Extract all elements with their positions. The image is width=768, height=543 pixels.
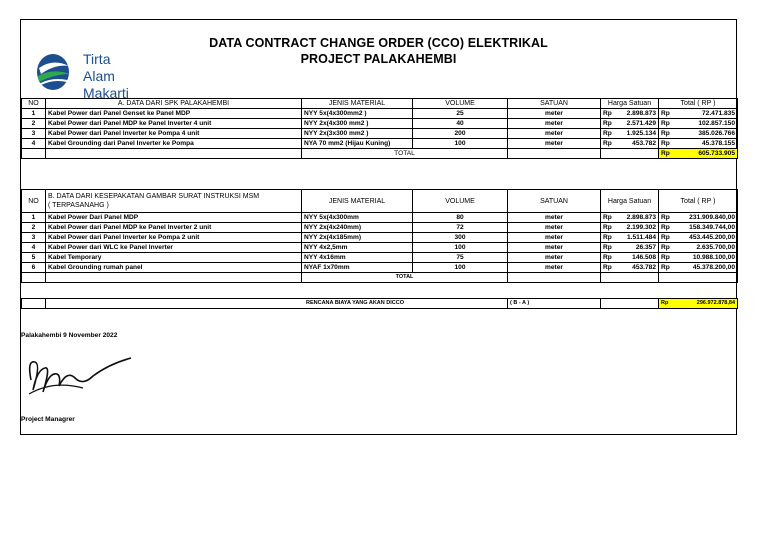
row-description: Kabel Grounding rumah panel xyxy=(46,263,302,273)
row-price: Rp 453.782 xyxy=(601,139,659,149)
section-a-row xyxy=(22,129,738,139)
section-b-row xyxy=(22,223,738,233)
col-price-header-b: Harga Satuan xyxy=(601,190,659,213)
cco-sheet xyxy=(20,19,737,435)
row-unit: meter xyxy=(508,109,601,119)
section-b-row xyxy=(22,253,738,263)
row-price: Rp 2.199.302 xyxy=(601,223,659,233)
col-material-header-b: JENIS MATERIAL xyxy=(302,190,413,213)
row-total: Rp 72.471.835 xyxy=(659,109,738,119)
row-unit: meter xyxy=(508,233,601,243)
row-price: Rp 2.898.873 xyxy=(601,109,659,119)
row-total: Rp 385.026.766 xyxy=(659,129,738,139)
place-date: Palakahembi 9 November 2022 xyxy=(21,332,118,339)
section-a-row xyxy=(22,119,738,129)
row-material: NYAF 1x70mm xyxy=(302,263,413,273)
row-unit: meter xyxy=(508,223,601,233)
row-unit: meter xyxy=(508,263,601,273)
row-price: Rp 1.511.484 xyxy=(601,233,659,243)
row-volume: 300 xyxy=(413,233,508,243)
row-no: 5 xyxy=(22,253,46,263)
row-no: 1 xyxy=(22,213,46,223)
row-description: Kabel Power dari Panel Inverter ke Pompa 4 unit xyxy=(46,129,302,139)
row-total: Rp 2.635.700,00 xyxy=(659,243,738,253)
row-price: Rp 2.898.873 xyxy=(601,213,659,223)
section-b-title: B. DATA DARI KESEPAKATAN GAMBAR SURAT INSTRUKSI MSM ( TERPASANAHG ) xyxy=(46,190,302,213)
document-title: DATA CONTRACT CHANGE ORDER (CCO) ELEKTRIKAL xyxy=(209,36,548,50)
section-b-total-label: TOTAL xyxy=(302,273,508,283)
row-no: 6 xyxy=(22,263,46,273)
section-b-total-row xyxy=(22,273,738,283)
row-material: NYY 5x(4x300mm2 ) xyxy=(302,109,413,119)
row-unit: meter xyxy=(508,139,601,149)
col-total-header: Total ( RP ) xyxy=(659,99,738,109)
company-logo xyxy=(35,48,135,102)
col-price-header: Harga Satuan xyxy=(601,99,659,109)
row-volume: 40 xyxy=(413,119,508,129)
row-no: 2 xyxy=(22,119,46,129)
summary-row xyxy=(22,299,738,309)
row-price: Rp 26.357 xyxy=(601,243,659,253)
row-description: Kabel Power dari Panel MDP ke Panel Inverter 2 unit xyxy=(46,223,302,233)
logo-text-line2: Alam xyxy=(83,68,115,84)
logo-globe-icon xyxy=(35,48,75,98)
row-material: NYY 4x2,5mm xyxy=(302,243,413,253)
row-total: Rp 158.349.744,00 xyxy=(659,223,738,233)
row-total: Rp 10.988.100,00 xyxy=(659,253,738,263)
row-price: Rp 2.571.429 xyxy=(601,119,659,129)
section-b-table xyxy=(21,189,738,283)
row-description: Kabel Grounding dari Panel Inverter ke Pompa xyxy=(46,139,302,149)
row-volume: 80 xyxy=(413,213,508,223)
row-no: 2 xyxy=(22,223,46,233)
row-total: Rp 453.445.200,00 xyxy=(659,233,738,243)
row-unit: meter xyxy=(508,253,601,263)
row-unit: meter xyxy=(508,119,601,129)
row-volume: 25 xyxy=(413,109,508,119)
row-no: 3 xyxy=(22,233,46,243)
summary-label: RENCANA BIAYA YANG AKAN DICCO xyxy=(46,299,508,309)
logo-text-line1: Tirta xyxy=(83,51,111,67)
row-material: NYY 2x(4x300 mm2 ) xyxy=(302,119,413,129)
row-volume: 100 xyxy=(413,263,508,273)
col-unit-header-b: SATUAN xyxy=(508,190,601,213)
col-material-header: JENIS MATERIAL xyxy=(302,99,413,109)
col-volume-header-b: VOLUME xyxy=(413,190,508,213)
row-total: Rp 102.857.150 xyxy=(659,119,738,129)
col-volume-header: VOLUME xyxy=(413,99,508,109)
col-no-header: NO xyxy=(22,99,46,109)
summary-value: Rp 296.972.878,84 xyxy=(659,299,738,309)
section-a-row xyxy=(22,109,738,119)
section-a-table xyxy=(21,98,738,159)
row-price: Rp 453.782 xyxy=(601,263,659,273)
row-unit: meter xyxy=(508,243,601,253)
row-material: NYY 2x(4x185mm) xyxy=(302,233,413,243)
row-description: Kabel Power Dari Panel MDP xyxy=(46,213,302,223)
section-b-row xyxy=(22,233,738,243)
section-a-total-row xyxy=(22,149,738,159)
section-a-title: A. DATA DARI SPK PALAKAHEMBI xyxy=(46,99,302,109)
signature-image xyxy=(23,350,143,400)
logo-text-line3: Makarti xyxy=(83,85,129,101)
row-material: NYA 70 mm2 (Hijau Kuning) xyxy=(302,139,413,149)
summary-table xyxy=(21,298,738,309)
row-no: 4 xyxy=(22,139,46,149)
row-no: 1 xyxy=(22,109,46,119)
section-b-row xyxy=(22,213,738,223)
row-volume: 200 xyxy=(413,129,508,139)
signoff-role: Project Managrer xyxy=(21,416,75,423)
row-unit: meter xyxy=(508,213,601,223)
col-no-header-b: NO xyxy=(22,190,46,213)
section-a-total-value: Rp 605.733.905 xyxy=(659,149,738,159)
row-volume: 100 xyxy=(413,139,508,149)
section-a-row xyxy=(22,139,738,149)
row-material: NYY 2x(4x240mm) xyxy=(302,223,413,233)
section-b-row xyxy=(22,263,738,273)
section-a-total-label: TOTAL xyxy=(302,149,508,159)
row-total: Rp 231.909.840,00 xyxy=(659,213,738,223)
row-price: Rp 1.925.134 xyxy=(601,129,659,139)
row-description: Kabel Power dari WLC ke Panel Inverter xyxy=(46,243,302,253)
row-description: Kabel Temporary xyxy=(46,253,302,263)
row-total: Rp 45.378.200,00 xyxy=(659,263,738,273)
row-description: Kabel Power dari Panel Inverter ke Pompa 2 unit xyxy=(46,233,302,243)
row-volume: 100 xyxy=(413,243,508,253)
row-volume: 72 xyxy=(413,223,508,233)
row-description: Kabel Power dari Panel MDP ke Panel Inverter 4 unit xyxy=(46,119,302,129)
row-price: Rp 146.508 xyxy=(601,253,659,263)
col-unit-header: SATUAN xyxy=(508,99,601,109)
row-volume: 75 xyxy=(413,253,508,263)
row-no: 4 xyxy=(22,243,46,253)
row-unit: meter xyxy=(508,129,601,139)
section-a-header-row xyxy=(22,99,738,109)
row-material: NYY 5x(4x300mm xyxy=(302,213,413,223)
section-b-row xyxy=(22,243,738,253)
col-total-header-b: Total ( RP ) xyxy=(659,190,738,213)
row-total: Rp 45.378.155 xyxy=(659,139,738,149)
row-material: NYY 2x(3x300 mm2 ) xyxy=(302,129,413,139)
row-no: 3 xyxy=(22,129,46,139)
document-subtitle: PROJECT PALAKAHEMBI xyxy=(300,52,457,66)
summary-formula: ( B - A ) xyxy=(508,299,601,309)
row-material: NYY 4x16mm xyxy=(302,253,413,263)
section-b-header-row xyxy=(22,190,738,213)
row-description: Kabel Power dari Panel Genset ke Panel MDP xyxy=(46,109,302,119)
